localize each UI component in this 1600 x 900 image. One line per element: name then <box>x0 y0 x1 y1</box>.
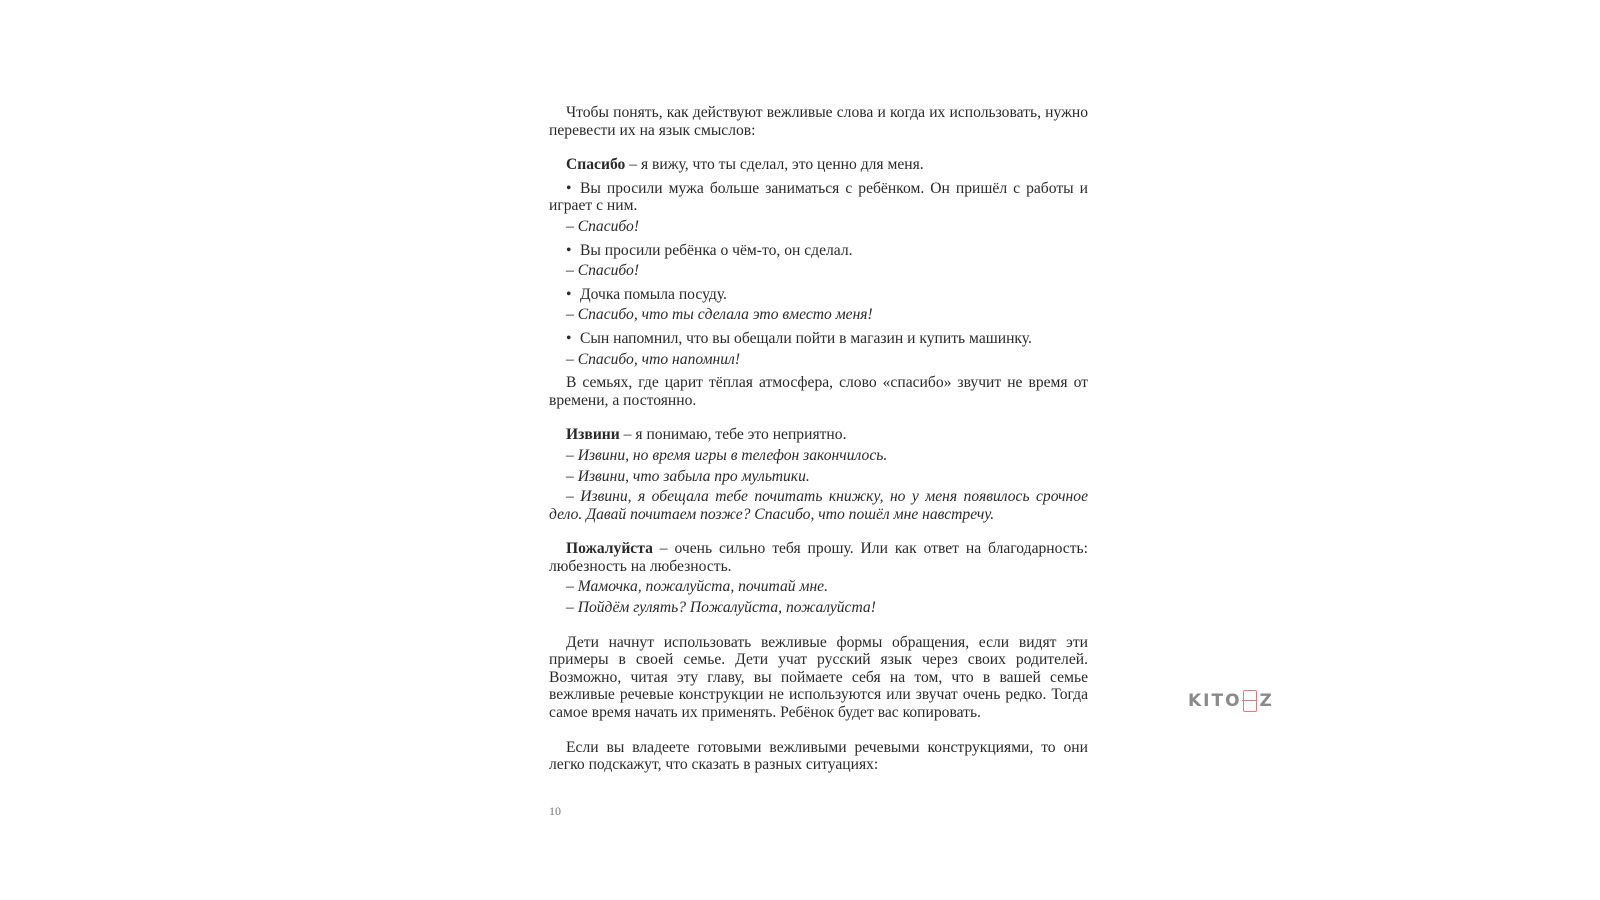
sorry-line: – Извини, я обещала тебе почитать книжку, но у меня появилось срочное дело. Давай почитаем позже? Спасибо, что пошёл мне навстречу. <box>549 488 1088 523</box>
thanks-reply: – Спасибо! <box>566 262 640 280</box>
list-item <box>549 180 1088 215</box>
page-number: 10 <box>549 804 561 818</box>
please-definition <box>549 540 1088 575</box>
thanks-conclusion: В семьях, где царит тёплая атмосфера, слово «спасибо» звучит не время от времени, а постоянно. <box>549 374 1088 409</box>
sorry-definition <box>549 426 1088 444</box>
sorry-meaning: – я понимаю, тебе это неприятно. <box>619 426 847 444</box>
thanks-reply: – Спасибо! <box>566 217 640 235</box>
list-item <box>549 242 1088 260</box>
thanks-situation: Дочка помыла посуду. <box>580 285 727 303</box>
thanks-meaning: – я вижу, что ты сделал, это ценно для меня. <box>625 156 924 174</box>
children-paragraph: Дети начнут использовать вежливые формы обращения, если видят эти примеры в своей семье. Дети учат русский язык через своих родителей. Возможно, читая эту главу, вы поймаете себя на том, что в вашей семье вежливые речевые конструкции не используются или звучат очень редко. Тогда самое время начать их применять. Ребёнок будет вас копировать. <box>549 633 1088 722</box>
please-line: – Мамочка, пожалуйста, почитай мне. <box>566 578 829 596</box>
please-line: – Пойдём гулять? Пожалуйста, пожалуйста! <box>566 599 876 617</box>
sorry-line: – Извини, но время игры в телефон закончилось. <box>566 446 888 464</box>
thanks-reply: – Спасибо, что напомнил! <box>566 350 741 368</box>
please-term: Пожалуйста <box>566 540 653 558</box>
kitobz-watermark-logo <box>1188 688 1274 714</box>
bullet-icon: • <box>566 285 572 303</box>
sorry-line: – Извини, что забыла про мультики. <box>566 467 810 485</box>
final-paragraph: Если вы владеете готовыми вежливыми речевыми конструкциями, то они легко подскажут, что сказать в разных ситуациях: <box>549 738 1088 774</box>
bullet-icon: • <box>566 179 572 197</box>
book-page <box>549 104 1088 774</box>
intro-paragraph: Чтобы понять, как действуют вежливые слова и когда их использовать, нужно перевести их на язык смыслов: <box>549 104 1088 139</box>
thanks-term: Спасибо <box>566 156 626 174</box>
thanks-situation: Вы просили ребёнка о чём-то, он сделал. <box>580 241 853 259</box>
thanks-reply: – Спасибо, что ты сделала это вместо меня! <box>566 306 873 324</box>
thanks-situation: Сын напомнил, что вы обещали пойти в магазин и купить машинку. <box>580 329 1032 347</box>
list-item <box>549 286 1088 304</box>
watermark-text-left: KITO <box>1188 691 1242 711</box>
please-meaning: – очень сильно тебя прошу. Или как ответ на благодарность: любезность на любезность. <box>549 540 1088 575</box>
sorry-term: Извини <box>566 426 620 444</box>
bullet-icon: • <box>566 241 572 259</box>
b-logo-icon <box>1243 690 1257 712</box>
bullet-icon: • <box>566 329 572 347</box>
list-item <box>549 330 1088 348</box>
watermark-text-right: Z <box>1259 691 1274 711</box>
thanks-situation: Вы просили мужа больше заниматься с ребёнком. Он пришёл с работы и играет с ним. <box>549 179 1088 215</box>
thanks-definition <box>549 156 1088 174</box>
